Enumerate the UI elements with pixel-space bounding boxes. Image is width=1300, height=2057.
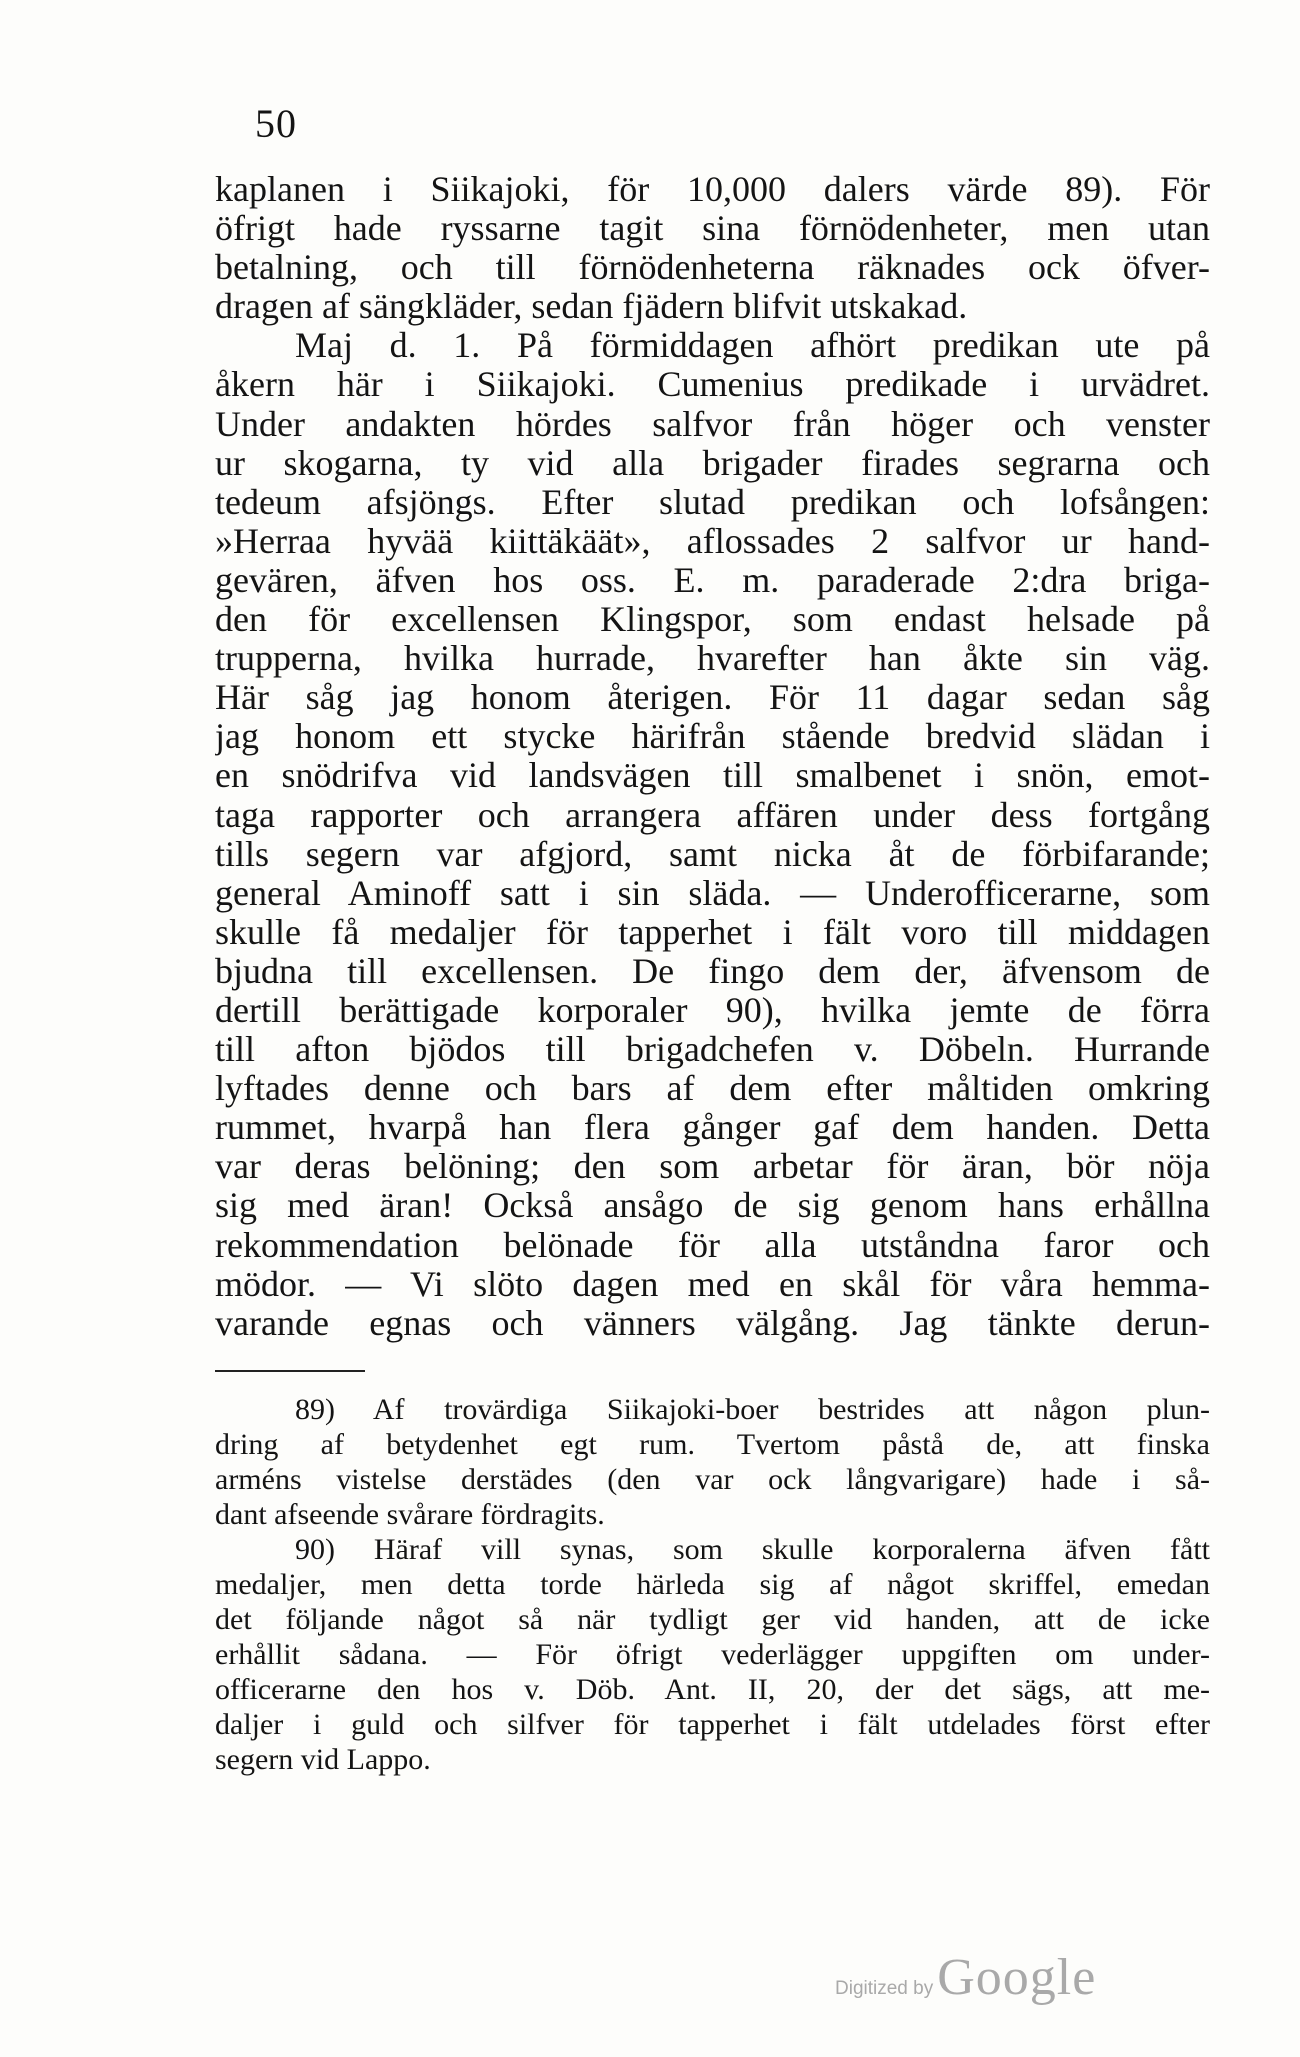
- text-line: dragen af sängkläder, sedan fjädern blifvit utskakad.: [215, 287, 968, 327]
- watermark-prefix: Digitized by: [835, 1978, 934, 1999]
- google-logo: Google: [937, 1949, 1097, 2006]
- footnote-line: dring af betydenhet egt rum. Tvertom påstå de, att finska: [215, 1428, 1210, 1461]
- text-line: dertill berättigade korporaler 90), hvilka jemte de förra: [215, 990, 1210, 1030]
- text-line: Maj d. 1. På förmiddagen afhört predikan ute på: [295, 326, 1210, 366]
- text-line: mödor. — Vi slöto dagen med en skål för våra hemma-: [215, 1264, 1210, 1304]
- footnote-line: dant afseende svårare fördragits.: [215, 1498, 605, 1531]
- text-line: Under andakten hördes salfvor från höger och venster: [215, 404, 1210, 444]
- text-line: kaplanen i Siikajoki, för 10,000 dalers värde 89). För: [215, 170, 1210, 209]
- text-line: ur skogarna, ty vid alla brigader firades segrarna och: [215, 443, 1210, 483]
- footnote-line: medaljer, men detta torde härleda sig af något skriffel, emedan: [215, 1568, 1210, 1601]
- text-line: lyftades denne och bars af dem efter måltiden omkring: [215, 1069, 1210, 1109]
- text-line: en snödrifva vid landsvägen till smalbenet i snön, emot-: [215, 756, 1210, 796]
- footnote-line: officerarne den hos v. Döb. Ant. II, 20, der det sägs, att me-: [215, 1673, 1210, 1706]
- main-text: [215, 170, 1210, 1343]
- text-line: sig med äran! Också ansågo de sig genom hans erhållna: [215, 1186, 1210, 1226]
- digitized-watermark: [835, 1948, 1096, 2007]
- text-line: Här såg jag honom återigen. För 11 dagar sedan såg: [215, 678, 1210, 718]
- text-line: öfrigt hade ryssarne tagit sina förnödenheter, men utan: [215, 209, 1210, 249]
- text-line: rekommendation belönade för alla utståndna faror och: [215, 1225, 1210, 1265]
- text-line: skulle få medaljer för tapperhet i fält voro till middagen: [215, 912, 1210, 952]
- text-line: åkern här i Siikajoki. Cumenius predikade i urvädret.: [215, 365, 1210, 405]
- text-line: den för excellensen Klingspor, som endast helsade på: [215, 600, 1210, 640]
- text-line: tedeum afsjöngs. Efter slutad predikan och lofsången:: [215, 482, 1210, 522]
- footnote-divider: [215, 1370, 365, 1372]
- footnote-line: det följande något så när tydligt ger vid handen, att de icke: [215, 1603, 1210, 1636]
- text-line: trupperna, hvilka hurrade, hvarefter han åkte sin väg.: [215, 639, 1210, 679]
- text-line: general Aminoff satt i sin släda. — Underofficerarne, som: [215, 873, 1210, 913]
- text-line: rummet, hvarpå han flera gånger gaf dem handen. Detta: [215, 1108, 1210, 1148]
- text-line: bjudna till excellensen. De fingo dem der, äfvensom de: [215, 951, 1210, 991]
- text-line: var deras belöning; den som arbetar för äran, bör nöja: [215, 1147, 1210, 1187]
- footnote-line: segern vid Lappo.: [215, 1743, 431, 1776]
- page-number: 50: [255, 101, 297, 146]
- text-line: gevären, äfven hos oss. E. m. paraderade 2:dra briga-: [215, 560, 1210, 600]
- text-line: varande egnas och vänners välgång. Jag tänkte derun-: [215, 1303, 1210, 1343]
- footnote-line: 90) Häraf vill synas, som skulle korporalerna äfven fått: [295, 1533, 1210, 1566]
- text-line: betalning, och till förnödenheterna räknades ock öfver-: [215, 248, 1210, 288]
- text-line: jag honom ett stycke härifrån stående bredvid slädan i: [215, 717, 1210, 757]
- text-line: taga rapporter och arrangera affären under dess fortgång: [215, 795, 1210, 835]
- footnote-line: 89) Af trovärdiga Siikajoki-boer bestrides att någon plun-: [295, 1393, 1210, 1426]
- text-line: till afton bjödos till brigadchefen v. Döbeln. Hurrande: [215, 1030, 1210, 1070]
- text-line: tills segern var afgjord, samt nicka åt de förbifarande;: [215, 834, 1210, 874]
- footnote-line: daljer i guld och silfver för tapperhet i fält utdelades först efter: [215, 1708, 1210, 1741]
- footnotes: [215, 1392, 1210, 1777]
- footnote-line: erhållit sådana. — För öfrigt vederlägger uppgiften om under-: [215, 1638, 1210, 1671]
- text-line: »Herraa hyvää kiittäkäät», aflossades 2 salfvor ur hand-: [215, 521, 1210, 561]
- footnote-line: arméns vistelse derstädes (den var ock långvarigare) hade i så-: [215, 1463, 1210, 1496]
